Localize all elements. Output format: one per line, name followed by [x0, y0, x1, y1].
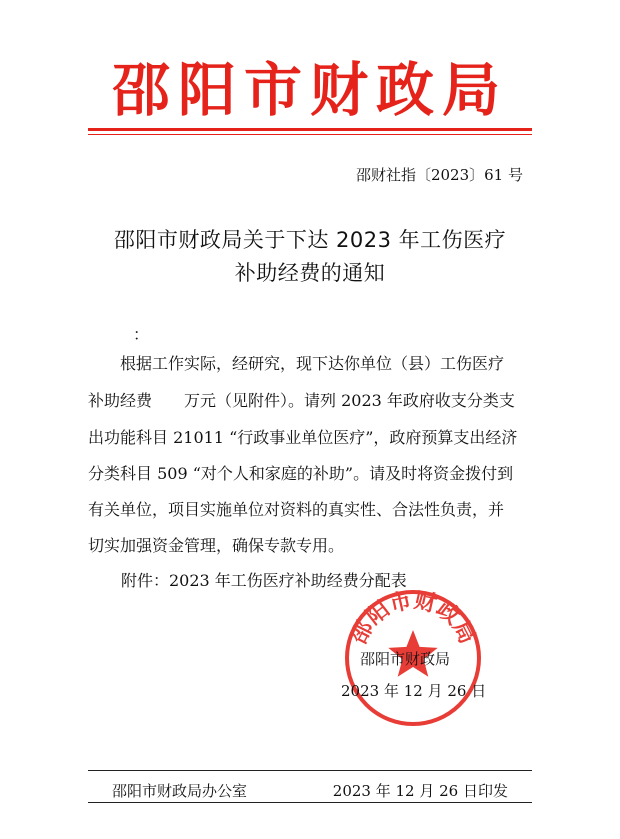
footer-issue-date: 2023 年 12 月 26 日印发 — [332, 782, 508, 800]
seal-text: 邵阳市财政局 — [345, 588, 481, 648]
letterhead-rule-thin — [88, 134, 532, 135]
document-title-line-1: 邵阳市财政局关于下达 2023 年工伤医疗 — [113, 228, 507, 252]
document-number: 邵财社指〔2023〕61 号 — [355, 166, 523, 184]
body-paragraph-line: 补助经费 万元（见附件）。请列 2023 年政府收支分类支 — [88, 391, 515, 410]
body-paragraph-line: 出功能科目 21011 “行政事业单位医疗”，政府预算支出经济 — [88, 428, 518, 447]
signature-date: 2023 年 12 月 26 日 — [341, 682, 487, 700]
document-title-line-2: 补助经费的通知 — [234, 261, 386, 285]
footer-rule-bottom — [88, 802, 532, 803]
addressee: ： — [133, 325, 150, 344]
body-paragraph-line: 分类科目 509 “对个人和家庭的补助”。请及时将资金拨付到 — [88, 464, 514, 483]
body-paragraph-line: 有关单位，项目实施单位对资料的真实性、合法性负责，并 — [88, 500, 505, 519]
attachment-note: 附件：2023 年工伤医疗补助经费分配表 — [121, 571, 407, 590]
body-paragraph-line: 切实加强资金管理，确保专款专用。 — [88, 536, 345, 555]
issuer-signature: 邵阳市财政局 — [360, 650, 451, 668]
footer-rule-top — [88, 770, 532, 771]
agency-letterhead-title: 邵阳市财政局 — [111, 56, 508, 124]
body-paragraph-line: 根据工作实际，经研究，现下达你单位（县）工伤医疗 — [88, 354, 505, 373]
letterhead-rule-thick — [88, 128, 532, 131]
footer-issuing-office: 邵阳市财政局办公室 — [112, 782, 248, 800]
